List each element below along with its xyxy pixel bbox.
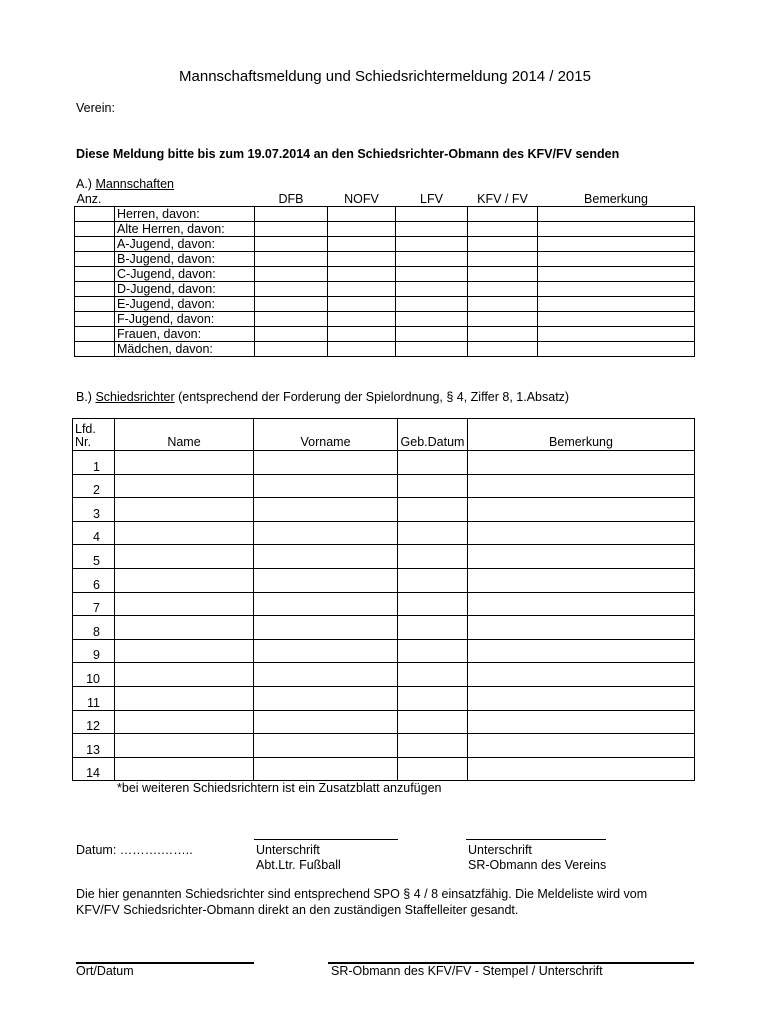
referee-cell (398, 663, 468, 687)
sig2-label: Unterschrift (468, 843, 532, 857)
referee-cell (115, 734, 254, 758)
team-label: Frauen, davon: (115, 327, 255, 342)
team-cell (538, 207, 695, 222)
referee-row (73, 568, 695, 592)
team-cell (468, 312, 538, 327)
ort-datum-label: Ort/Datum (76, 964, 134, 978)
referee-cell (254, 757, 398, 781)
referee-cell (254, 568, 398, 592)
referee-cell (115, 616, 254, 640)
referee-row (73, 757, 695, 781)
referee-row (73, 545, 695, 569)
header-nofv: NOFV (344, 192, 379, 206)
team-label: A-Jugend, davon: (115, 237, 255, 252)
page-title: Mannschaftsmeldung und Schiedsrichtermeldung 2014 / 2015 (179, 68, 591, 85)
team-cell (396, 252, 468, 267)
team-cell (538, 312, 695, 327)
team-cell (75, 252, 115, 267)
referee-cell (254, 663, 398, 687)
referee-cell (468, 451, 695, 475)
datum-field: Datum: ……….…….. (76, 843, 193, 857)
referee-cell (254, 734, 398, 758)
referee-number: 12 (73, 710, 115, 734)
referee-cell (398, 639, 468, 663)
referee-number: 8 (73, 616, 115, 640)
referee-cell (254, 639, 398, 663)
referee-cell (254, 592, 398, 616)
header-bemerkung: Bemerkung (584, 192, 648, 206)
team-label: E-Jugend, davon: (115, 297, 255, 312)
section-a-heading (76, 177, 174, 191)
referee-number: 9 (73, 639, 115, 663)
section-b-suffix: (entsprechend der Forderung der Spielordnung, § 4, Ziffer 8, 1.Absatz) (174, 390, 570, 404)
header-anz: Anz. (76, 192, 102, 206)
referee-cell (398, 545, 468, 569)
team-label: Mädchen, davon: (115, 342, 255, 357)
header-gebdatum: Geb.Datum (398, 419, 468, 451)
sig2-role: SR-Obmann des Vereins (468, 858, 607, 872)
team-cell (328, 252, 396, 267)
header-lfv: LFV (420, 192, 443, 206)
team-cell (538, 342, 695, 357)
referee-cell (468, 639, 695, 663)
referee-cell (398, 474, 468, 498)
team-cell (396, 222, 468, 237)
header-empty (115, 192, 255, 207)
sig1-role: Abt.Ltr. Fußball (256, 858, 341, 872)
team-cell (328, 327, 396, 342)
team-cell (75, 267, 115, 282)
team-cell (328, 237, 396, 252)
referee-row (73, 498, 695, 522)
team-row (75, 327, 695, 342)
referee-number: 5 (73, 545, 115, 569)
referee-row (73, 451, 695, 475)
team-label: C-Jugend, davon: (115, 267, 255, 282)
referee-cell (468, 521, 695, 545)
team-cell (75, 297, 115, 312)
team-cell (328, 282, 396, 297)
team-row (75, 297, 695, 312)
referee-cell (254, 545, 398, 569)
section-b-prefix: B.) (76, 390, 96, 404)
referee-cell (468, 686, 695, 710)
team-cell (328, 342, 396, 357)
referee-cell (115, 757, 254, 781)
referee-cell (468, 545, 695, 569)
team-cell (396, 267, 468, 282)
team-cell (396, 237, 468, 252)
sig1-label: Unterschrift (256, 843, 320, 857)
referee-row (73, 734, 695, 758)
referee-cell (115, 474, 254, 498)
team-cell (75, 342, 115, 357)
team-cell (468, 222, 538, 237)
referee-number: 13 (73, 734, 115, 758)
team-cell (328, 297, 396, 312)
referee-cell (468, 474, 695, 498)
referee-cell (254, 474, 398, 498)
team-cell (328, 267, 396, 282)
team-row (75, 252, 695, 267)
referee-cell (468, 710, 695, 734)
referee-cell (254, 521, 398, 545)
team-cell (328, 207, 396, 222)
referee-cell (115, 663, 254, 687)
referee-row (73, 474, 695, 498)
referee-cell (398, 498, 468, 522)
team-cell (468, 252, 538, 267)
team-cell (255, 327, 328, 342)
team-cell (396, 342, 468, 357)
header-vorname: Vorname (254, 419, 398, 451)
header-lfd-nr (73, 419, 115, 451)
team-cell (468, 297, 538, 312)
referee-cell (115, 568, 254, 592)
team-cell (538, 267, 695, 282)
referee-table (72, 418, 695, 781)
team-cell (75, 237, 115, 252)
team-cell (396, 282, 468, 297)
team-cell (328, 222, 396, 237)
referee-cell (398, 592, 468, 616)
team-row (75, 312, 695, 327)
team-row (75, 207, 695, 222)
note-line-1: Die hier genannten Schiedsrichter sind entsprechend SPO § 4 / 8 einsatzfähig. Die Meldeliste wird vom (76, 887, 648, 901)
teams-header-row (75, 192, 695, 207)
header-kfv: KFV / FV (477, 192, 528, 206)
referee-cell (398, 568, 468, 592)
team-cell (255, 297, 328, 312)
team-cell (468, 267, 538, 282)
team-cell (468, 327, 538, 342)
referee-cell (254, 616, 398, 640)
team-row (75, 267, 695, 282)
team-cell (75, 327, 115, 342)
referee-row (73, 521, 695, 545)
team-row (75, 342, 695, 357)
teams-table (74, 192, 695, 357)
team-cell (396, 327, 468, 342)
team-cell (75, 312, 115, 327)
team-cell (255, 222, 328, 237)
referee-cell (398, 451, 468, 475)
referee-cell (254, 451, 398, 475)
team-label: D-Jugend, davon: (115, 282, 255, 297)
referee-number: 7 (73, 592, 115, 616)
referee-number: 1 (73, 451, 115, 475)
instruction-text: Diese Meldung bitte bis zum 19.07.2014 an den Schiedsrichter-Obmann des KFV/FV senden (76, 147, 620, 161)
referee-cell (115, 639, 254, 663)
referee-row (73, 663, 695, 687)
referee-cell (468, 498, 695, 522)
referee-cell (398, 757, 468, 781)
header-name: Name (115, 419, 254, 451)
team-cell (468, 282, 538, 297)
referee-cell (115, 451, 254, 475)
referee-cell (398, 734, 468, 758)
referee-row (73, 616, 695, 640)
referee-row (73, 686, 695, 710)
team-cell (538, 252, 695, 267)
team-cell (255, 252, 328, 267)
referee-cell (468, 616, 695, 640)
team-label: Alte Herren, davon: (115, 222, 255, 237)
referee-number: 3 (73, 498, 115, 522)
referee-row (73, 639, 695, 663)
header-lfd: Lfd. (75, 422, 96, 436)
team-cell (468, 207, 538, 222)
team-row (75, 222, 695, 237)
signature-line-2 (466, 839, 606, 840)
section-b-heading (76, 390, 569, 404)
team-cell (255, 237, 328, 252)
team-cell (468, 237, 538, 252)
team-cell (75, 282, 115, 297)
team-cell (538, 222, 695, 237)
referee-cell (468, 757, 695, 781)
referee-cell (115, 710, 254, 734)
referee-number: 11 (73, 686, 115, 710)
header-bemerkung-b: Bemerkung (468, 419, 695, 451)
referee-cell (115, 521, 254, 545)
referee-cell (468, 568, 695, 592)
team-cell (396, 207, 468, 222)
team-label: B-Jugend, davon: (115, 252, 255, 267)
team-label: F-Jugend, davon: (115, 312, 255, 327)
team-cell (255, 312, 328, 327)
referee-cell (398, 686, 468, 710)
referee-cell (398, 616, 468, 640)
team-cell (538, 327, 695, 342)
referee-cell (115, 686, 254, 710)
team-row (75, 282, 695, 297)
team-cell (75, 222, 115, 237)
team-cell (538, 297, 695, 312)
header-nr: Nr. (75, 435, 91, 449)
referee-cell (468, 734, 695, 758)
referee-cell (254, 686, 398, 710)
referee-cell (398, 710, 468, 734)
signature-line-1 (254, 839, 398, 840)
verein-label: Verein: (76, 101, 115, 115)
referee-cell (398, 521, 468, 545)
team-cell (396, 312, 468, 327)
team-cell (538, 237, 695, 252)
team-cell (255, 207, 328, 222)
section-a-prefix: A.) (76, 177, 96, 191)
team-cell (255, 342, 328, 357)
team-cell (328, 312, 396, 327)
referee-cell (115, 545, 254, 569)
team-cell (255, 282, 328, 297)
section-b-title: Schiedsrichter (95, 390, 175, 404)
section-a-title: Mannschaften (95, 177, 174, 191)
note-line-2: KFV/FV Schiedsrichter-Obmann direkt an den zuständigen Staffelleiter gesandt. (76, 903, 519, 917)
referee-cell (468, 663, 695, 687)
referee-number: 14 (73, 757, 115, 781)
referee-number: 6 (73, 568, 115, 592)
team-cell (255, 267, 328, 282)
team-cell (396, 297, 468, 312)
sr-obmann-label: SR-Obmann des KFV/FV - Stempel / Unterschrift (331, 964, 603, 978)
referee-row (73, 710, 695, 734)
referee-number: 10 (73, 663, 115, 687)
referee-cell (254, 498, 398, 522)
referee-header-row (73, 419, 695, 451)
referee-cell (468, 592, 695, 616)
referee-number: 2 (73, 474, 115, 498)
team-cell (468, 342, 538, 357)
header-dfb: DFB (278, 192, 304, 206)
team-cell (538, 282, 695, 297)
team-cell (75, 207, 115, 222)
team-label: Herren, davon: (115, 207, 255, 222)
referee-cell (115, 498, 254, 522)
referee-cell (115, 592, 254, 616)
referee-row (73, 592, 695, 616)
footnote: *bei weiteren Schiedsrichtern ist ein Zusatzblatt anzufügen (117, 781, 442, 795)
referee-cell (254, 710, 398, 734)
team-row (75, 237, 695, 252)
referee-number: 4 (73, 521, 115, 545)
